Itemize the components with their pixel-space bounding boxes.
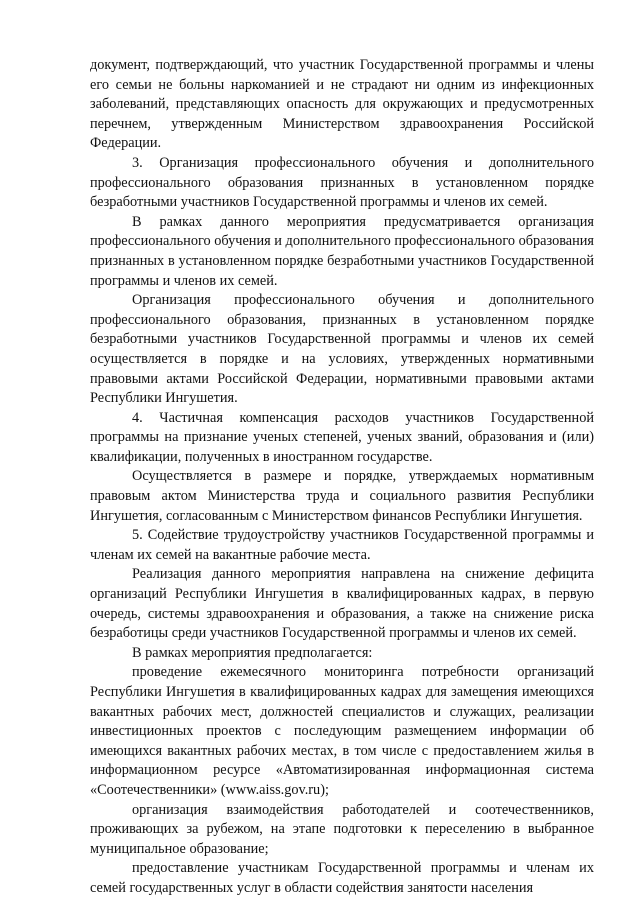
- paragraph-item-5-purpose: Реализация данного мероприятия направлена на снижение дефицита организаций Республики Ингушетия в квалифицированных кадрах, в первую очередь, системы здравоохранения и образования, а также на снижение риска безработицы среди участников Государственной программы и членов их семей.: [90, 566, 594, 642]
- paragraph-item-5-intro: В рамках мероприятия предполагается:: [132, 644, 373, 661]
- paragraph-item-4-heading: 4. Частичная компенсация расходов участников Государственной программы на признание ученых степеней, ученых званий, образования и (или) квалификации, полученных в иностранном государстве.: [90, 409, 594, 465]
- paragraph-monitoring: проведение ежемесячного мониторинга потребности организаций Республики Ингушетия в квалифицированных кадрах для замещения имеющихся вакантных рабочих мест, должностей специалистов и служащих, реализации инвестиционных проектов с последующим размещением информации об имеющихся вакантных рабочих местах, в том числе с предоставлением жилья в информационном ресурсе «Автоматизированная информационная система «Соотечественники» (www.aiss.gov.ru);: [90, 664, 594, 798]
- paragraph-item-3-description: В рамках данного мероприятия предусматривается организация профессионального обучения и дополнительного профессионального образования признанных в установленном порядке безработными участников Государственной программы и членов их семей.: [90, 213, 594, 289]
- paragraph-state-services: предоставление участникам Государственной программы и членам их семей государственных услуг в области содействия занятости населения: [90, 860, 594, 896]
- paragraph-medical-certificate: документ, подтверждающий, что участник Государственной программы и члены его семьи не больны наркоманией и не страдают ни одним из инфекционных заболеваний, представляющих опасность для окружающих и предусмотренных перечнем, утвержденным Министерством здравоохранения Российской Федерации.: [90, 57, 594, 152]
- paragraph-item-4-procedure: Осуществляется в размере и порядке, утверждаемых нормативным правовым актом Министерства труда и социального развития Республики Ингушетия, согласованным с Министерством финансов Республики Ингушетия.: [90, 468, 594, 524]
- paragraph-item-3-procedure: Организация профессионального обучения и дополнительного профессионального образования, признанных в установленном порядке безработными участников Государственной программы и членов их семей осуществляется в порядке и на условиях, утвержденных нормативными правовыми актами Российской Федерации, нормативными правовыми актами Республики Ингушетия.: [90, 292, 594, 407]
- paragraph-item-5-heading: 5. Содействие трудоустройству участников Государственной программы и членам их семей на вакантные рабочие места.: [90, 527, 594, 563]
- paragraph-item-3-heading: 3. Организация профессионального обучения и дополнительного профессионального образования признанных в установленном порядке безработными участников Государственной программы и членов их семей.: [90, 154, 594, 211]
- paragraph-employer-interaction: организация взаимодействия работодателей и соотечественников, проживающих за рубежом, на этапе подготовки к переселению в выбранное муниципальное образование;: [90, 801, 594, 857]
